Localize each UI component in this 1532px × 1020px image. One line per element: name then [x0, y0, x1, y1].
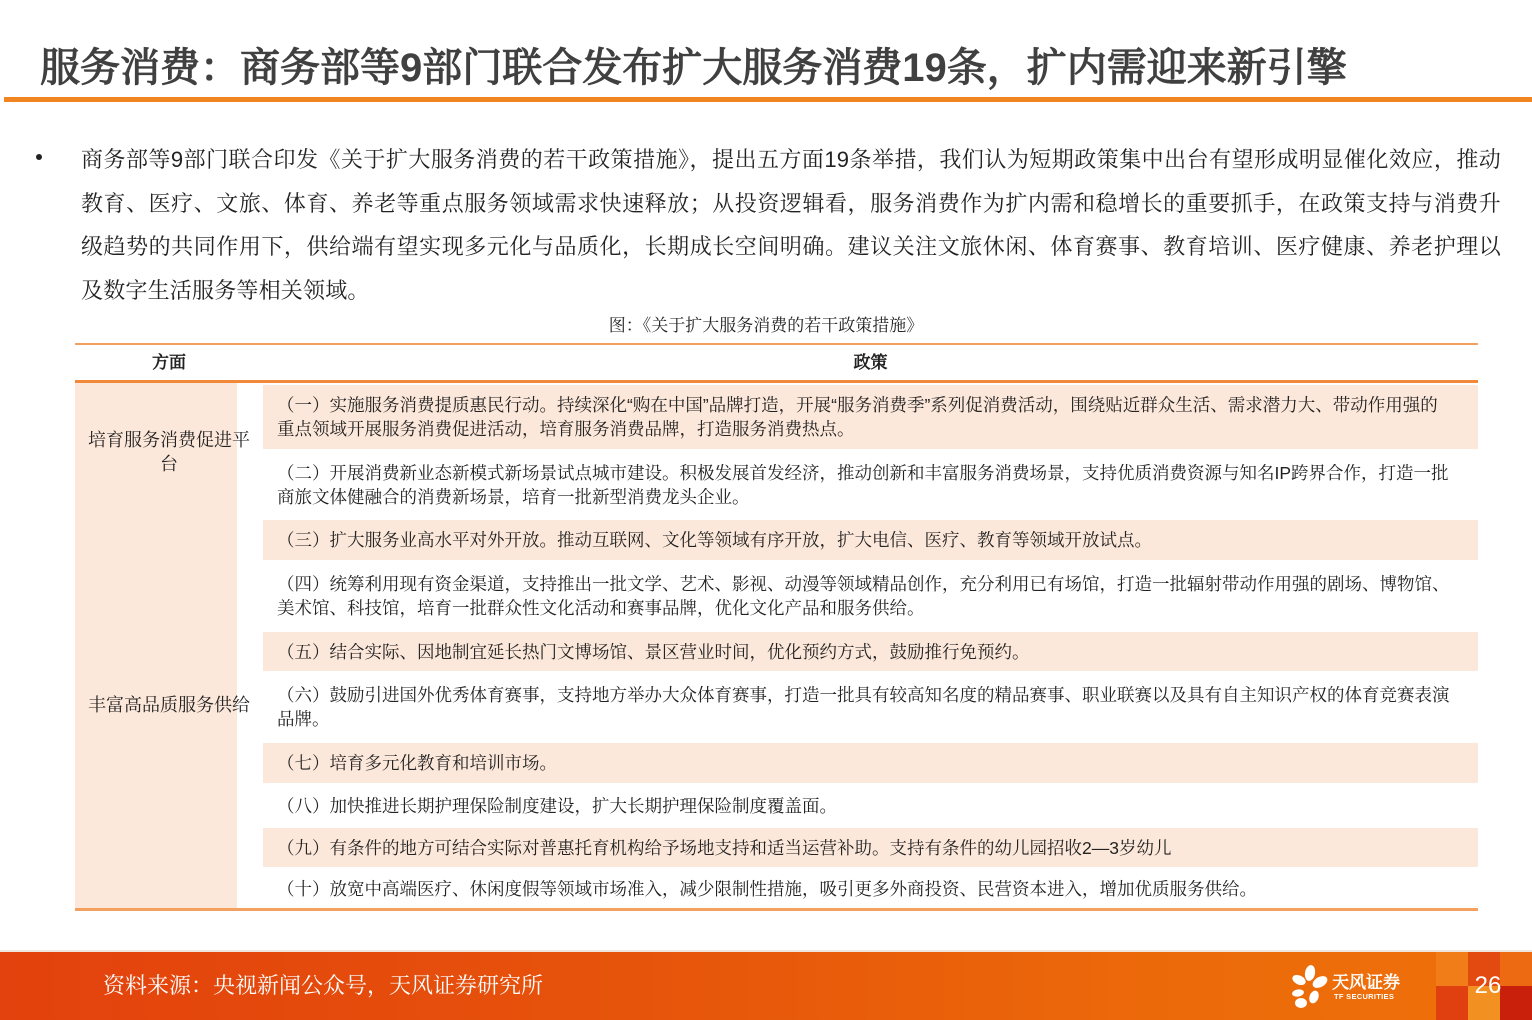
- figure-caption: 图：《关于扩大服务消费的若干政策措施》: [608, 316, 924, 335]
- table-row: [263, 385, 1478, 449]
- title-underline: [4, 97, 1532, 102]
- table-row: [263, 452, 1478, 518]
- summary-text: 商务部等9部门联合印发《关于扩大服务消费的若干政策措施》，提出五方面19条举措，我们认为短期政策集中出台有望形成明显催化效应，推动教育、医疗、文旅、体育、养老等重点服务领域需求快速释放；从投资逻辑看，服务消费作为扩内需和稳增长的重要抓手，在政策支持与消费升级趋势的共同作用下，供给端有望实现多元化与品质化，长期成长空间明确。建议关注文旅休闲、体育赛事、教育培训、医疗健康、养老护理以及数字生活服务等相关领域。: [81, 147, 1501, 303]
- policy-text: （一）实施服务消费提质惠民行动。持续深化“购在中国”品牌打造，开展“服务消费季”系列促消费活动，围绕贴近群众生活、需求潜力大、带动作用强的重点领域开展服务消费促进活动，培育服务消费品牌，打造服务消费热点。: [277, 395, 1438, 439]
- policy-text: （十）放宽中高端医疗、休闲度假等领域市场准入，减少限制性措施，吸引更多外商投资、民营资本进入，增加优质服务供给。: [277, 879, 1257, 899]
- table-row: [263, 563, 1478, 629]
- column-header-policy: 政策: [853, 353, 888, 372]
- company-logo: [1290, 964, 1410, 1010]
- bullet-icon: [36, 154, 42, 160]
- aspect-label-supply: [75, 693, 263, 717]
- column-header-aspect: 方面: [152, 353, 186, 372]
- table-row: [263, 786, 1478, 825]
- slide-header: [0, 0, 1532, 104]
- aspect-label-text: 培育服务消费促进平台: [88, 430, 250, 474]
- aspect-label-text: 丰富高品质服务供给: [88, 695, 250, 715]
- logo-text-en: TF SECURITIES: [1334, 992, 1395, 1001]
- source-note: 资料来源：央视新闻公众号，天风证券研究所: [103, 973, 544, 998]
- slide-footer: [0, 952, 1532, 1020]
- flower-logo-icon: [1290, 964, 1330, 1010]
- policy-table: [75, 343, 1478, 911]
- table-header-divider: [75, 380, 1478, 383]
- policy-text: （七）培育多元化教育和培训市场。: [277, 753, 557, 773]
- policy-text: （九）有条件的地方可结合实际对普惠托育机构给予场地支持和适当运营补助。支持有条件的幼儿园招收2—3岁幼儿: [277, 837, 1172, 858]
- table-row: [263, 743, 1478, 783]
- policy-text: （五）结合实际、因地制宜延长热门文博场馆、景区营业时间，优化预约方式，鼓励推行免预约。: [277, 641, 1030, 662]
- table-row: [263, 674, 1478, 740]
- page-number: 26: [1474, 972, 1502, 999]
- table-row: [263, 520, 1478, 560]
- policy-text: （八）加快推进长期护理保险制度建设，扩大长期护理保险制度覆盖面。: [277, 795, 837, 816]
- slide-title: 服务消费：商务部等9部门联合发布扩大服务消费19条，扩内需迎来新引擎: [40, 46, 1347, 90]
- policy-text: （二）开展消费新业态新模式新场景试点城市建设。积极发展首发经济，推动创新和丰富服务消费场景，支持优质消费资源与知名IP跨界合作，打造一批商旅文体健融合的消费新场景，培育一批新型消费龙头企业。: [277, 463, 1449, 507]
- policy-text: （三）扩大服务业高水平对外开放。推动互联网、文化等领域有序开放，扩大电信、医疗、教育等领域开放试点。: [277, 530, 1152, 550]
- table-row: [263, 632, 1478, 671]
- table-row: [263, 870, 1478, 908]
- aspect-label-platform: [75, 428, 263, 476]
- logo-text-cn: 天风证券: [1332, 973, 1400, 992]
- table-bottom-border: [75, 908, 1478, 911]
- table-row: [263, 828, 1478, 867]
- policy-text: （六）鼓励引进国外优秀体育赛事，支持地方举办大众体育赛事，打造一批具有较高知名度的精品赛事、职业联赛以及具有自主知识产权的体育竞赛表演品牌。: [277, 685, 1450, 729]
- policy-text: （四）统筹利用现有资金渠道，支持推出一批文学、艺术、影视、动漫等领域精品创作，充分利用已有场馆，打造一批辐射带动作用强的剧场、博物馆、美术馆、科技馆，培育一批群众性文化活动和赛事品牌，优化文化产品和服务供给。: [277, 574, 1450, 618]
